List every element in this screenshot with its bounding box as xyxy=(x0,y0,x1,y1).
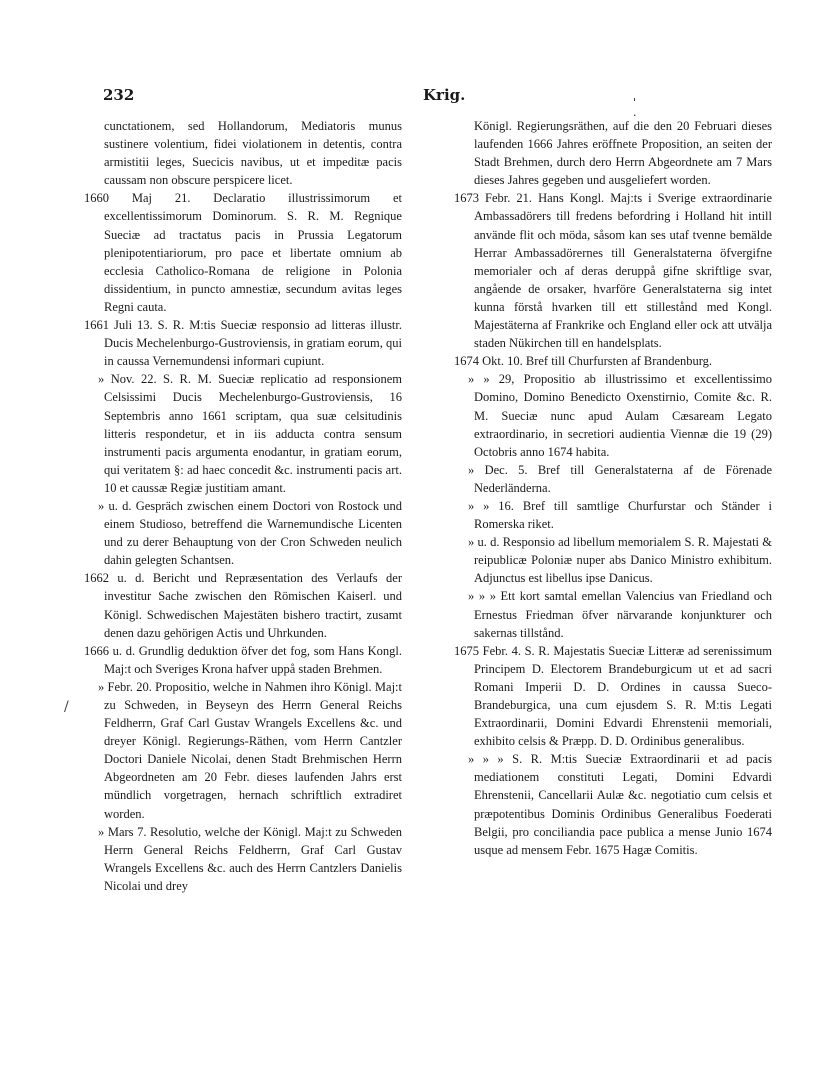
entry-1660-maj-21: 1660 Maj 21. Declaratio illustrissimorum et excellentissimorum Dominorum. S. R. M. Regnique Sueciæ ad tractatus pacis in Prussia Legatorum plenipotentiariorum, pro pace et libertate omnium ab ecclesia Catholico-Romana de religione in Polonia dissidentium, in puncto amnestiæ, secundum avitas leges Regni cauta. xyxy=(84,191,402,314)
page-header xyxy=(103,86,757,122)
entry-1674-okt-10: 1674 Okt. 10. Bref till Churfursten af Brandenburg. xyxy=(454,354,713,369)
entry-1674-okt-29: » » 29, Propositio ab illustrissimo et excellentissimo Domino, Domino Benedicto Oxenstirnio, Comite &c. R. M. Sueciæ nunc apud Aulam Cæsaream Legato extraordinario, in secretiori audientia Viennæ die 19 (29) Octobris anno 1674 habita. xyxy=(468,372,772,459)
entry-1666-ud: 1666 u. d. Grundlig deduktion öfver det fog, som Hans Kongl. Maj:t och Sveriges Krona hafver uppå staden Brehmen. xyxy=(84,643,402,676)
entry-1661-nov-22: » Nov. 22. S. R. M. Sueciæ replicatio ad responsionem Celsissimi Ducis Mechelenburgo-Gustroviensis, 16 Septembris anno 1661 scriptam, qua suæ celsitudinis litteris respondetur, et in iis adducta contra sensum instrumenti pacis argumenta enodantur, in gratiam eorum, qui veritatem §: ad haec concedit &c. instrumenti pacis art. 10 et caussæ Regiæ justitiam amant. xyxy=(98,372,402,495)
header-marks: ' · xyxy=(633,96,697,122)
entry-1674-ud-responsio: » u. d. Responsio ad libellum memorialem S. R. Majestati & reipublicæ Poloniæ nuper abs Danico Ministro exhibitum. Adjunctus est libellus ipse Danicus. xyxy=(468,535,772,586)
right-column xyxy=(454,117,772,859)
entry-1674-dec-5: » Dec. 5. Bref till Generalstaterna af de Förenade Nederländerna. xyxy=(468,462,772,495)
entry-1666-mars-7: » Mars 7. Resolutio, welche der Königl. Maj:t zu Schweden Herrn General Reichs Feldherrn, Graf Carl Gustav Wrangels Excellens &c. auch des Herrn Cantzlers Danielis Nicolai und drey xyxy=(98,824,402,893)
entry-1675-negotiatio: » » » S. R. M:tis Sueciæ Extraordinarii et ad pacis mediationem constituti Legati, Domini Edvardi Ehrenstenii, Cancellarii Aulæ &c. negotiatio cum celsis et præpotentibus Dominis Ordinibus Generalibus Foederati Belgii, pro conciliandia pace publica a mense Junio 1674 usque ad mensem Febr. 1675 Hagæ Comitis. xyxy=(468,752,772,857)
entry-continuation: cunctationem, sed Hollandorum, Mediatoris munus sustinere volentium, fidei violationem in detentis, contra armistitii leges, Suecicis navibus, ut et impeditæ pacis caussam non obscure perspicere licet. xyxy=(104,119,402,188)
entry-continuation: Königl. Regierungsräthen, auf die den 20 Februari dieses laufenden 1666 Jahres eröffnete Proposition, an seiten der Stadt Brehmen, durch dero Herrn Abgeordnete am 7 Mars dieses Jahres gegeben und ausgeliefert worden. xyxy=(474,119,772,188)
left-column xyxy=(84,117,402,895)
entry-1661-juli-13: 1661 Juli 13. S. R. M:tis Sueciæ responsio ad litteras illustr. Ducis Mechelenburgo-Gustroviensis, in gratiam eorum, qui in caussa Vernemundensi informari cupiunt. xyxy=(84,318,402,369)
entry-1674-ud-samtal: » » » Ett kort samtal emellan Valencius van Friedland och Ernestus Friedman öfver närvarande konjunkturer och sakernas tillstånd. xyxy=(468,589,772,640)
entry-1675-febr-4: 1675 Febr. 4. S. R. Majestatis Sueciæ Litteræ ad serenissimum Principem D. Electorem Brandeburgicum ut et ad sacri Romani Imperii D. D. Ordines in caussa Sueco-Brandeburgica, una cum ejusdem S. R. M:tis Legati Extraordinarii, Domini Edvardi Ehrenstenii memoriali, exhibito celsis & Præpp. D. D. Ordinibus generalibus. xyxy=(454,643,772,749)
running-head: Krig. xyxy=(423,86,466,104)
page-number: 232 xyxy=(103,86,135,104)
entry-1661-ud: » u. d. Gespräch zwischen einem Doctori von Rostock und einem Studioso, betreffend die Warnemundische Licenten und zu derer Behauptung von der Cron Schweden neulich dahin gelegten Schantsen. xyxy=(98,498,402,568)
entry-1674-dec-16: » » 16. Bref till samtlige Churfurstar och Ständer i Romerska riket. xyxy=(468,498,772,532)
entry-1673-febr-21: 1673 Febr. 21. Hans Kongl. Maj:ts i Sverige extraordinarie Ambassadörers till fredens befordring i Holland hit intill använde flit och möda, såsom kan ses utaf tvenne bemälde Herrar Ambassadörernes till Generalstaterna öfvergifne memorialer och af deras deruppå gifne skriftlige svar, angående de orsaker, hvarföre Generalstaterna sig intet kunna förstå hvarken till ett stillestånd med Kongl. Majestäterna af Frankrike och England eller ock att utvälja staden Nükirchen till en handelsplats. xyxy=(454,191,772,351)
margin-mark: / xyxy=(64,699,69,715)
entry-1666-febr-20: » Febr. 20. Propositio, welche in Nahmen ihro Königl. Maj:t zu Schweden, in Beyseyn des Herrn General Reichs Feldherrn, Graf Carl Gustav Wrangels Excellens &c. und dreyer Königl. Regierungs-Räthen, vom Herrn Cantzler Doctori Daniele Nicolai, denen Stadt Brehmischen Herrn Abgeordneten am 20 Febr. dieses laufenden Jahrs erst mündlich vorgetragen, hernach schriftlich extradiret worden. xyxy=(98,679,402,821)
entry-1662-ud: 1662 u. d. Bericht und Repræsentation des Verlaufs der investitur Sache zwischen den Römischen Kaiserl. und Königl. Schwedischen Majestäten bishero tractirt, zusamt denen dazu gehörigen Actis und Uhrkunden. xyxy=(84,571,402,640)
